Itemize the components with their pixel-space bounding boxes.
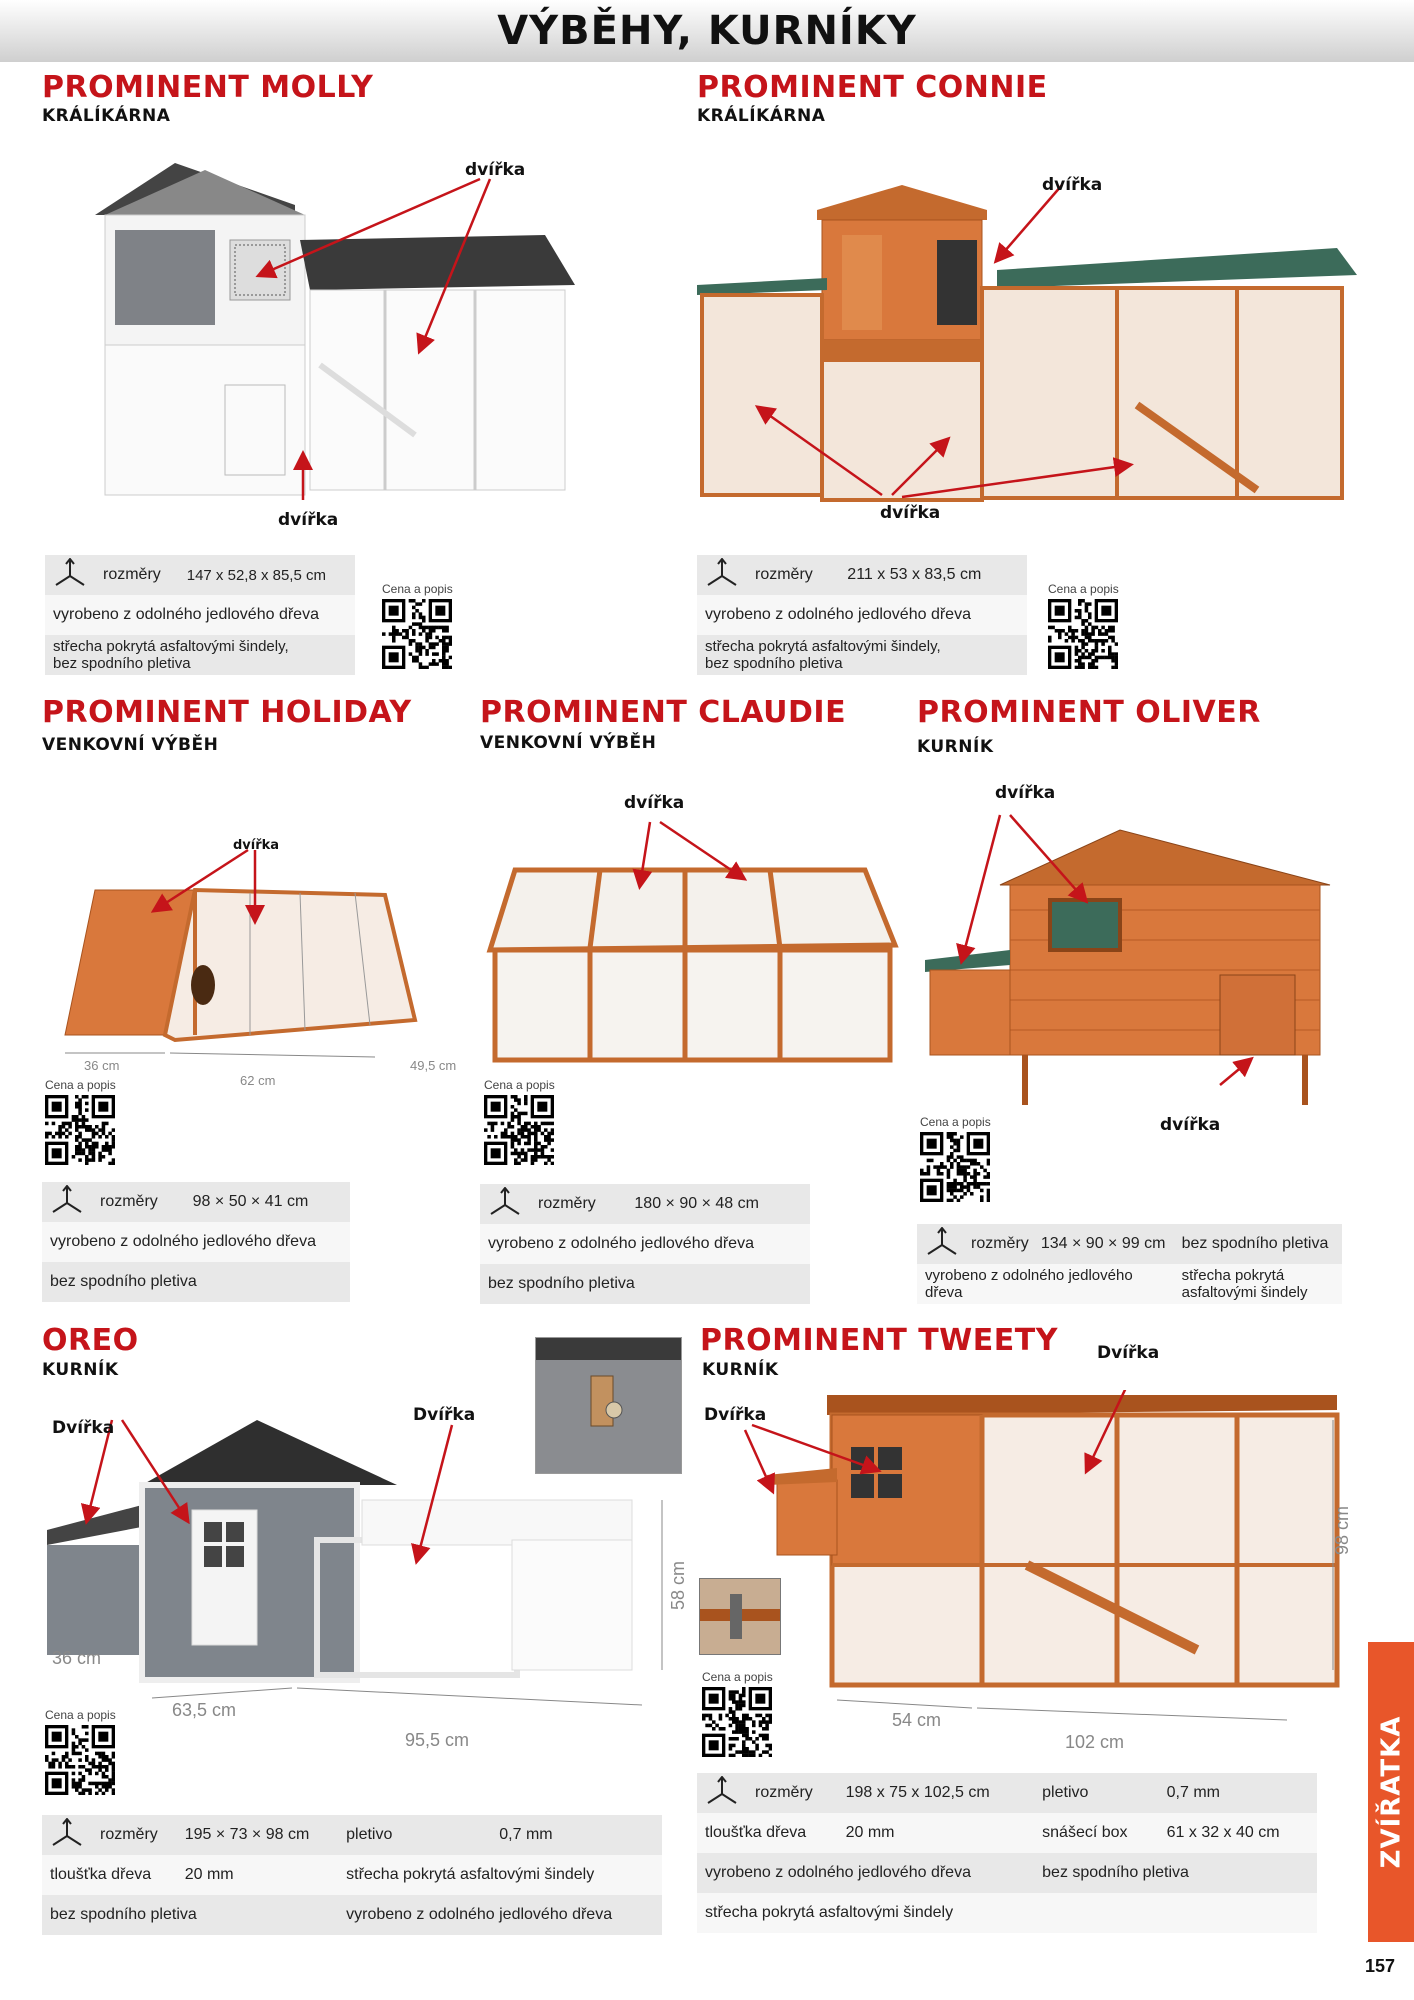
page-header [0,0,1414,62]
molly-door-label-bottom: dvířka [278,510,339,530]
holiday-title: PROMINENT HOLIDAY [42,695,412,730]
tweety-title: PROMINENT TWEETY [700,1323,1058,1358]
dimensions-icon [917,1224,967,1264]
connie-qr[interactable] [1048,582,1119,669]
qr-code-icon[interactable] [45,1095,115,1165]
holiday-door-label: dvířka [233,838,280,853]
tweety-qr-caption: Cena a popis [702,1670,773,1684]
holiday-dimensions-label: rozměry [92,1182,185,1222]
tweety-type: KURNÍK [702,1360,779,1380]
oliver-no-mesh: bez spodního pletiva [1178,1224,1342,1264]
holiday-no-mesh: bez spodního pletiva [42,1262,350,1302]
page-number: 157 [1365,1956,1396,1976]
connie-spec-table [697,555,1027,675]
oreo-qr-caption: Cena a popis [45,1708,116,1722]
molly-type: KRÁLÍKÁRNA [42,106,171,126]
tweety-dim-height: 98 cm [1332,1505,1352,1555]
holiday-type: VENKOVNÍ VÝBĚH [42,735,219,755]
claudie-door-label: dvířka [624,793,685,813]
tweety-roof: střecha pokrytá asfaltovými šindely [697,1893,1034,1933]
holiday-spec-table [42,1182,350,1302]
tweety-nest-value: 61 x 32 x 40 cm [1159,1813,1317,1853]
oliver-qr[interactable] [920,1115,991,1202]
molly-title: PROMINENT MOLLY [42,70,374,105]
holiday-dimensions-value: 98 × 50 × 41 cm [185,1182,350,1222]
page-title: VÝBĚHY, KURNÍKY [497,8,917,54]
section-side-tab[interactable] [1368,1642,1414,1942]
connie-door-label-bottom: dvířka [880,503,941,523]
claudie-material: vyrobeno z odolného jedlového dřeva [480,1224,810,1264]
tweety-dimensions-label: rozměry [747,1773,838,1813]
oreo-dimensions-value: 195 × 73 × 98 cm [177,1815,338,1855]
oliver-type: KURNÍK [917,737,994,757]
tweety-mesh-label: pletivo [1034,1773,1158,1813]
tweety-qr[interactable] [702,1670,773,1757]
dimensions-icon [42,1182,92,1222]
oreo-type: KURNÍK [42,1360,119,1380]
connie-product-image [697,160,1357,535]
tweety-mesh-value: 0,7 mm [1159,1773,1317,1813]
oliver-dimensions-label: rozměry [967,1224,1037,1264]
holiday-dim-c: 49,5 cm [410,1058,457,1073]
oreo-dim-b: 95,5 cm [405,1730,470,1750]
molly-roof: střecha pokrytá asfaltovými šindely, bez spodního pletiva [45,635,355,675]
oliver-spec-table [917,1224,1342,1304]
oreo-thickness-value: 20 mm [177,1855,338,1895]
connie-qr-caption: Cena a popis [1048,582,1119,596]
tweety-thickness-value: 20 mm [838,1813,1035,1853]
oreo-dim-height-left: 36 cm [52,1648,102,1668]
claudie-qr[interactable] [484,1078,555,1165]
holiday-dim-b: 62 cm [240,1073,276,1088]
dimensions-icon [45,555,95,595]
tweety-thickness-label: tloušťka dřeva [697,1813,838,1853]
qr-code-icon[interactable] [920,1132,990,1202]
claudie-dimensions-value: 180 × 90 × 48 cm [626,1184,810,1224]
oreo-dim-a: 63,5 cm [172,1700,237,1720]
connie-type: KRÁLÍKÁRNA [697,106,826,126]
claudie-no-mesh: bez spodního pletiva [480,1264,810,1304]
oreo-product-image [42,1380,682,1710]
qr-code-icon[interactable] [702,1687,772,1757]
oreo-material: vyrobeno z odolného jedlového dřeva [338,1895,662,1935]
tweety-detail-image [699,1578,781,1655]
section-side-tab-label: ZVÍŘATKA [1376,1715,1406,1869]
holiday-material: vyrobeno z odolného jedlového dřeva [42,1222,350,1262]
connie-roof: střecha pokrytá asfaltovými šindely, bez spodního pletiva [697,635,1027,675]
oreo-dim-height-right: 58 cm [668,1560,688,1610]
oreo-roof: střecha pokrytá asfaltovými šindely [338,1855,662,1895]
oliver-material: vyrobeno z odolného jedlového dřeva [917,1264,1178,1304]
tweety-product-image [697,1390,1357,1730]
oreo-title: OREO [42,1323,139,1358]
connie-door-label-top: dvířka [1042,175,1103,195]
tweety-material: vyrobeno z odolného jedlového dřeva [697,1853,1034,1893]
claudie-product-image [485,800,905,1070]
oreo-qr[interactable] [45,1708,116,1795]
tweety-no-mesh: bez spodního pletiva [1034,1853,1317,1893]
oliver-roof: střecha pokrytá asfaltovými šindely [1178,1264,1342,1304]
claudie-title: PROMINENT CLAUDIE [480,695,847,730]
oreo-thickness-label: tloušťka dřeva [42,1855,177,1895]
oliver-qr-caption: Cena a popis [920,1115,991,1129]
oliver-door-label-bottom: dvířka [1160,1115,1221,1135]
tweety-dim-a: 54 cm [892,1710,942,1730]
oliver-door-label-top: dvířka [995,783,1056,803]
claudie-qr-caption: Cena a popis [484,1078,555,1092]
connie-dimensions-label: rozměry [747,555,839,595]
molly-material: vyrobeno z odolného jedlového dřeva [45,595,355,635]
molly-dimensions-label: rozměry [95,555,179,595]
claudie-dimensions-label: rozměry [530,1184,626,1224]
dimensions-icon [697,1773,747,1813]
holiday-qr[interactable] [45,1078,116,1165]
connie-material: vyrobeno z odolného jedlového dřeva [697,595,1027,635]
molly-product-image [85,155,645,515]
tweety-empty-cell [1034,1893,1317,1933]
connie-dimensions-value: 211 x 53 x 83,5 cm [839,555,1027,595]
dimensions-icon [42,1815,92,1855]
qr-code-icon[interactable] [45,1725,115,1795]
dimensions-icon [697,555,747,595]
holiday-product-image [55,835,445,1065]
holiday-qr-caption: Cena a popis [45,1078,116,1092]
qr-code-icon[interactable] [382,599,452,669]
qr-code-icon[interactable] [484,1095,554,1165]
claudie-spec-table [480,1184,810,1304]
oliver-dimensions-value: 134 × 90 × 99 cm [1037,1224,1178,1264]
dimensions-icon [480,1184,530,1224]
oreo-no-mesh: bez spodního pletiva [42,1895,338,1935]
tweety-door-label-left: Dvířka [704,1405,767,1425]
oliver-product-image [920,790,1360,1120]
tweety-spec-table [697,1773,1317,1933]
molly-qr-caption: Cena a popis [382,582,453,596]
molly-dimensions-value: 147 x 52,8 x 85,5 cm [179,555,355,595]
qr-code-icon[interactable] [1048,599,1118,669]
connie-title: PROMINENT CONNIE [697,70,1048,105]
oreo-door-label-right: Dvířka [413,1405,476,1425]
oreo-spec-table [42,1815,662,1935]
oreo-dimensions-label: rozměry [92,1815,177,1855]
tweety-dim-b: 102 cm [1065,1732,1125,1752]
oliver-title: PROMINENT OLIVER [917,695,1261,730]
oreo-mesh-value: 0,7 mm [491,1815,662,1855]
molly-door-label-top: dvířka [465,160,526,180]
molly-qr[interactable] [382,582,453,669]
tweety-door-label-right: Dvířka [1097,1343,1160,1363]
oreo-mesh-label: pletivo [338,1815,491,1855]
claudie-type: VENKOVNÍ VÝBĚH [480,733,657,753]
holiday-dim-a: 36 cm [84,1058,120,1073]
tweety-nest-label: snášecí box [1034,1813,1158,1853]
oreo-door-label-left: Dvířka [52,1418,115,1438]
molly-spec-table [45,555,355,675]
tweety-dimensions-value: 198 x 75 x 102,5 cm [838,1773,1035,1813]
